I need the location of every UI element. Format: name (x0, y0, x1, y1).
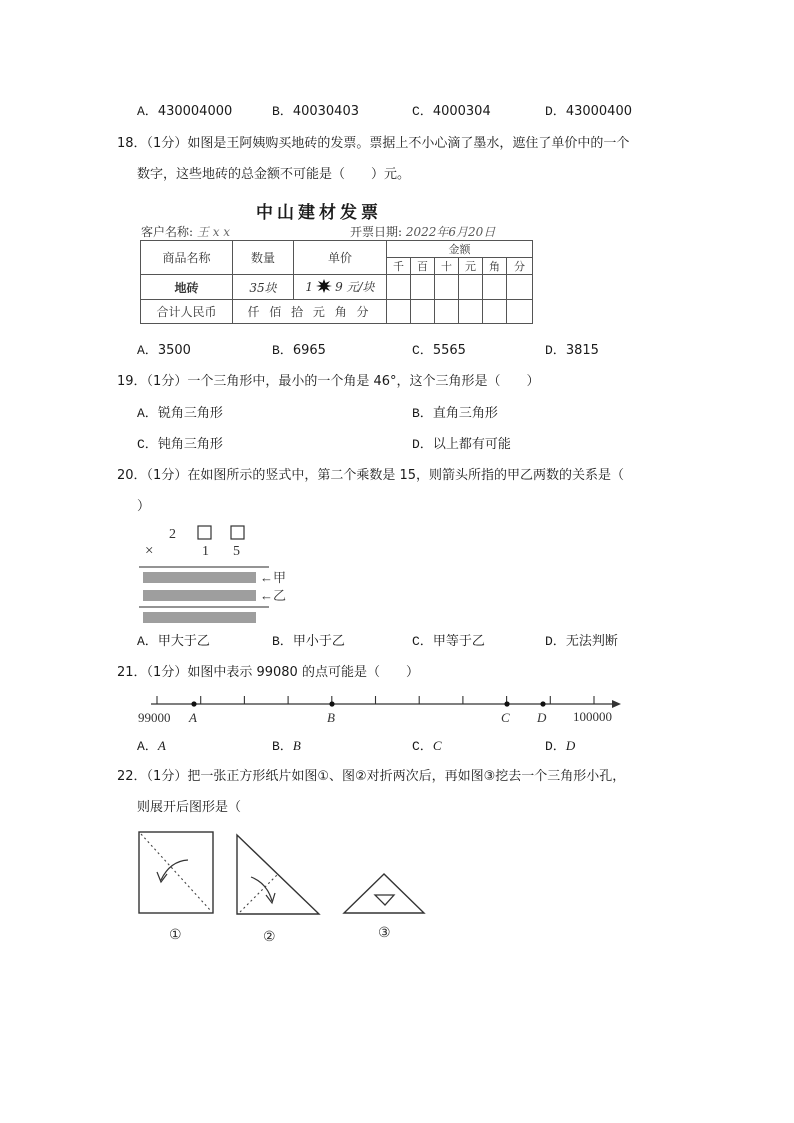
invoice-table (140, 240, 533, 324)
top-digit: 2 (169, 527, 176, 542)
question-score: （1分） (146, 769, 188, 784)
option-label: D． (545, 343, 566, 358)
option-text: 4000304 (432, 104, 491, 119)
option-text: 3500 (157, 343, 191, 358)
figure-1-label: ① (169, 928, 182, 943)
q19-option-a (137, 406, 223, 422)
option-label: D． (545, 634, 566, 649)
total-label: 合计人民币 (141, 300, 233, 324)
customer-value: 王 x x (196, 225, 231, 239)
option-text: 直角三角形 (432, 406, 498, 421)
date-value: 2022年6月20日 (405, 225, 496, 239)
option-label: B． (412, 406, 433, 421)
figure-2-triangle (237, 835, 319, 945)
option-text: D (565, 738, 576, 753)
option-label: A． (137, 739, 158, 754)
q17-option-d (545, 104, 632, 120)
option-text: 6965 (292, 343, 326, 358)
question-number: 21． (117, 665, 147, 680)
q18-stem-line2: 数字，这些地砖的总金额不可能是（ ）元。 (137, 167, 411, 182)
option-text: 43000400 (565, 104, 632, 119)
question-score: （1分） (146, 468, 188, 483)
arrow-jia: ←甲 (260, 570, 287, 585)
row-item: 地砖 (141, 275, 233, 300)
total-units: 仟 佰 拾 元 角 分 (233, 300, 387, 324)
q18-option-c (412, 343, 466, 359)
q19-option-d (412, 437, 511, 453)
point-d (540, 701, 545, 706)
label-c: C (501, 710, 510, 725)
date-label: 开票日期: (350, 225, 403, 239)
row-qty: 35块 (233, 275, 294, 300)
q20-option-a (137, 634, 210, 650)
header-qty: 数量 (233, 241, 294, 275)
q19-option-b (412, 406, 498, 422)
option-text: 3815 (565, 343, 599, 358)
figure-3-triangle-with-hole (344, 874, 424, 941)
option-label: A． (137, 104, 158, 119)
customer-label: 客户名称: (141, 225, 194, 239)
question-number: 18． (117, 136, 147, 151)
q22-stem-line1 (117, 769, 625, 785)
end-label: 100000 (573, 709, 612, 724)
point-a (191, 701, 196, 706)
option-text: 5565 (432, 343, 466, 358)
option-label: A． (137, 343, 158, 358)
question-number: 20． (117, 468, 147, 483)
option-text: C (432, 738, 442, 753)
final-product (143, 612, 256, 623)
unit-bai: 百 (411, 258, 435, 275)
unit-yuan: 元 (459, 258, 483, 275)
option-text: 以上都有可能 (432, 437, 511, 452)
q18-option-a (137, 343, 191, 359)
question-text: 在如图所示的竖式中，第二个乘数是 15，则箭头所指的甲乙两数的关系是（ (187, 468, 625, 483)
q17-option-c (412, 104, 491, 120)
invoice-customer (141, 223, 230, 240)
q19-stem (117, 374, 540, 390)
option-text: 甲小于乙 (292, 634, 345, 649)
label-b: B (327, 710, 335, 725)
q18-option-d (545, 343, 599, 359)
q20-stem-line2: ） (137, 499, 151, 514)
option-text: B (292, 738, 301, 753)
q21-option-c (412, 738, 441, 755)
q21-option-d (545, 738, 575, 755)
option-text: 40030403 (292, 104, 359, 119)
number-line-figure (135, 690, 635, 730)
question-number: 19． (117, 374, 147, 389)
question-score: （1分） (146, 665, 188, 680)
figure-1-square (139, 832, 213, 943)
option-label: B． (272, 634, 293, 649)
unit-qian: 千 (387, 258, 411, 275)
option-label: C． (412, 343, 433, 358)
q18-stem-line1 (117, 136, 629, 152)
q20-option-b (272, 634, 345, 650)
arrow-head-icon (612, 700, 621, 708)
option-label: D． (545, 739, 566, 754)
option-text: 430004000 (157, 104, 233, 119)
unit-jiao: 角 (483, 258, 507, 275)
q22-stem-line2: 则展开后图形是（ (137, 800, 242, 815)
option-text: 无法判断 (565, 634, 618, 649)
question-text: 把一张正方形纸片如图①、图②对折两次后，再如图③挖去一个三角形小孔， (187, 769, 626, 784)
triangle-hole-icon (375, 895, 394, 905)
arrow-yi: ←乙 (260, 588, 287, 603)
question-score: （1分） (146, 136, 188, 151)
q17-option-b (272, 104, 359, 120)
partial-product-yi (143, 590, 256, 601)
label-a: A (189, 710, 197, 725)
bottom-digit-1: 1 (202, 544, 209, 559)
option-text: 甲等于乙 (432, 634, 485, 649)
blank-box-icon (198, 526, 211, 539)
option-label: A． (137, 406, 158, 421)
question-text: 一个三角形中，最小的一个角是 46°，这个三角形是（ ） (187, 374, 540, 389)
ink-blot-icon (316, 279, 332, 296)
q21-option-b (272, 738, 301, 755)
option-text: A (157, 738, 166, 753)
option-label: C． (412, 104, 433, 119)
partial-product-jia (143, 572, 256, 583)
vertical-multiplication-figure (135, 520, 305, 630)
invoice-title: 中山建材发票 (256, 203, 382, 223)
header-price: 单价 (294, 241, 387, 275)
q21-stem (117, 665, 419, 681)
paper-folding-figures (130, 825, 440, 950)
option-label: D． (412, 437, 433, 452)
row-price (294, 275, 387, 300)
label-d: D (537, 710, 547, 725)
q21-option-a (137, 738, 166, 755)
times-sign: × (145, 543, 154, 559)
option-label: B． (272, 739, 293, 754)
option-label: C． (412, 739, 433, 754)
q20-option-d (545, 634, 618, 650)
q17-option-a (137, 104, 232, 120)
option-text: 甲大于乙 (157, 634, 210, 649)
q20-option-c (412, 634, 485, 650)
point-c (504, 701, 509, 706)
question-text: 如图中表示 99080 的点可能是（ ） (187, 665, 419, 680)
option-text: 钝角三角形 (157, 437, 223, 452)
question-text: 如图是王阿姨购买地砖的发票。票据上不小心滴了墨水，遮住了单价中的一个 (187, 136, 630, 151)
price-prefix: 1 (305, 280, 314, 294)
option-label: B． (272, 343, 293, 358)
header-item: 商品名称 (141, 241, 233, 275)
question-number: 22． (117, 769, 147, 784)
price-suffix: 9 元/块 (335, 280, 375, 294)
q18-option-b (272, 343, 326, 359)
option-label: C． (137, 437, 158, 452)
figure-2-label: ② (263, 930, 276, 945)
start-label: 99000 (138, 710, 171, 725)
q19-option-c (137, 437, 223, 453)
unit-shi: 十 (435, 258, 459, 275)
option-label: B． (272, 104, 293, 119)
option-label: C． (412, 634, 433, 649)
figure-3-label: ③ (378, 926, 391, 941)
option-label: A． (137, 634, 158, 649)
point-b (329, 701, 334, 706)
header-amount: 金额 (387, 241, 533, 258)
option-text: 锐角三角形 (157, 406, 223, 421)
bottom-digit-5: 5 (233, 544, 240, 559)
q20-stem-line1 (117, 468, 624, 484)
invoice-date (350, 223, 495, 240)
question-score: （1分） (146, 374, 188, 389)
option-label: D． (545, 104, 566, 119)
unit-fen: 分 (507, 258, 533, 275)
blank-box-icon (231, 526, 244, 539)
